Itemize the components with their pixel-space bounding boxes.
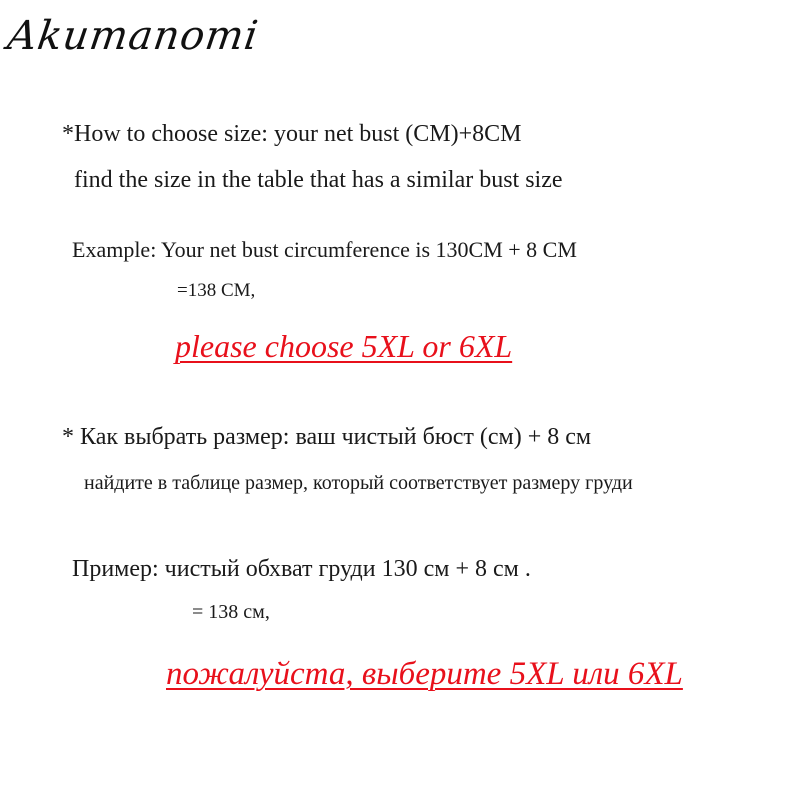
- ru-example-text: Пример: чистый обхват груди 130 см + 8 см .: [72, 556, 531, 582]
- brand-logo: Akumanomi: [4, 13, 262, 59]
- en-example-result: =138 CM,: [177, 280, 256, 301]
- ru-recommendation: пожалуйста, выберите 5XL или 6XL: [166, 656, 683, 692]
- en-how-to-heading: *How to choose size: your net bust (CM)+8CM: [62, 121, 522, 147]
- ru-find-instruction: найдите в таблице размер, который соответствует размеру груди: [84, 472, 633, 494]
- ru-how-to-heading: * Как выбрать размер: ваш чистый бюст (см) + 8 см: [62, 424, 592, 450]
- en-find-instruction: find the size in the table that has a similar bust size: [74, 167, 563, 193]
- ru-example-result: = 138 см,: [192, 601, 270, 623]
- en-recommendation: please choose 5XL or 6XL: [175, 328, 513, 364]
- en-example-text: Example: Your net bust circumference is 130CM + 8 CM: [72, 237, 577, 262]
